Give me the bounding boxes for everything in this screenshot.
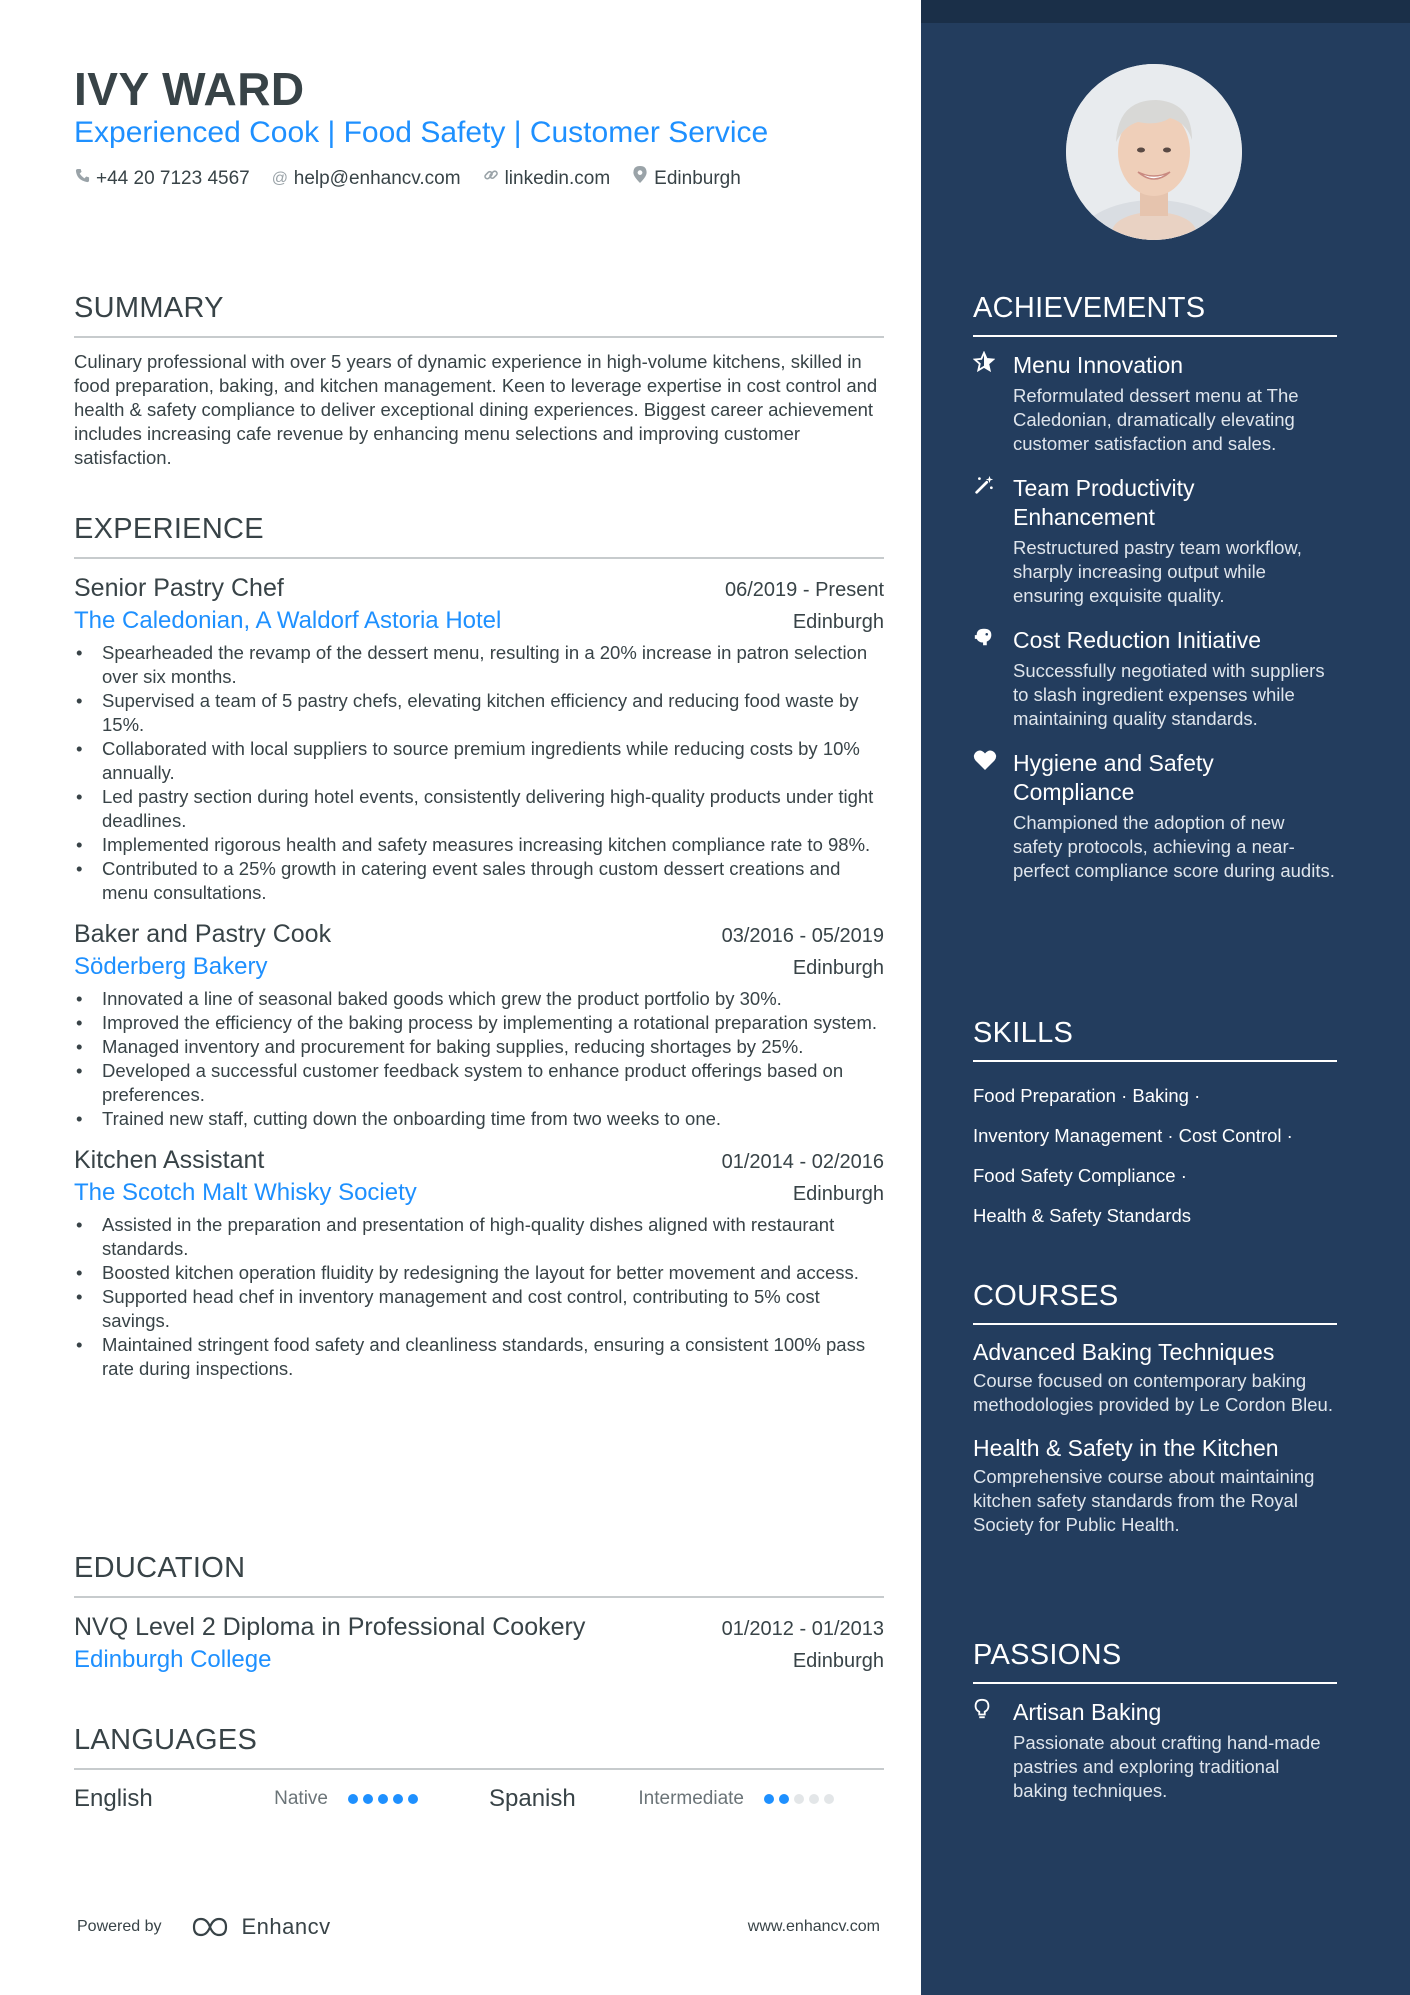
footer <box>77 1914 880 1940</box>
job-entry <box>74 1143 884 1381</box>
bullet-item: • Managed inventory and procurement for baking supplies, reducing shortages by 25%. <box>74 1035 884 1059</box>
course-title: Health & Safety in the Kitchen <box>973 1435 1279 1461</box>
bullet-item: • Implemented rigorous health and safety measures increasing kitchen compliance rate to 98%. <box>74 833 884 857</box>
headline: Experienced Cook | Food Safety | Customer Service <box>74 116 769 149</box>
skill-line: Inventory Management · Cost Control · <box>973 1125 1293 1146</box>
education-title: EDUCATION <box>74 1550 884 1598</box>
candidate-name: IVY WARD <box>74 63 305 115</box>
bullet-item: • Innovated a line of seasonal baked goods which grew the product portfolio by 30%. <box>74 987 884 1011</box>
proficiency-dot <box>408 1794 418 1804</box>
avatar <box>1066 64 1242 240</box>
proficiency-dot <box>779 1794 789 1804</box>
contact-linkedin[interactable] <box>483 166 611 191</box>
bullet-item: • Boosted kitchen operation fluidity by redesigning the layout for better movement and access. <box>74 1261 884 1285</box>
achievement-item <box>973 351 1337 456</box>
education-entry <box>74 1610 884 1676</box>
job-entry <box>74 571 884 905</box>
education-location: Edinburgh <box>792 1650 884 1672</box>
link-icon <box>483 167 499 191</box>
summary-title: SUMMARY <box>74 290 884 338</box>
contact-email[interactable] <box>272 166 461 191</box>
star-icon <box>973 351 1013 456</box>
achievement-item <box>973 749 1337 883</box>
courses-section <box>973 1278 1337 1537</box>
magic-wand-icon <box>973 474 1013 608</box>
achievement-item <box>973 626 1337 731</box>
achievements-title: ACHIEVEMENTS <box>973 290 1337 337</box>
proficiency-dot <box>764 1794 774 1804</box>
achievement-title: Team Productivity Enhancement <box>1013 475 1195 530</box>
job-date: 06/2019 - Present <box>725 579 884 601</box>
passion-desc: Passionate about crafting hand-made pastries and exploring traditional baking techniques. <box>1013 1732 1321 1801</box>
bullet-item: • Spearheaded the revamp of the dessert menu, resulting in a 20% increase in patron selection over six months. <box>74 641 884 689</box>
email-text: help@enhancv.com <box>293 167 461 189</box>
bullet-item: • Improved the efficiency of the baking process by implementing a rotational preparation system. <box>74 1011 884 1035</box>
powered-by-label: Powered by <box>77 1918 162 1935</box>
bullet-item: • Supervised a team of 5 pastry chefs, elevating kitchen efficiency and reducing food waste by 15%. <box>74 689 884 737</box>
course-desc: Comprehensive course about maintaining kitchen safety standards from the Royal Society for Public Health. <box>973 1466 1315 1535</box>
infinity-logo-icon <box>188 1915 232 1939</box>
brand-name: Enhancv <box>241 1914 331 1939</box>
education-date: 01/2012 - 01/2013 <box>721 1618 884 1640</box>
skills-section <box>973 1015 1337 1236</box>
achievement-desc: Restructured pastry team workflow, sharply increasing output while ensuring exquisite quality. <box>1013 537 1302 606</box>
phone-icon <box>74 167 90 191</box>
proficiency-dot <box>348 1794 358 1804</box>
job-location: Edinburgh <box>792 1183 884 1205</box>
skill-line: Food Safety Compliance · <box>973 1165 1187 1186</box>
powered-by <box>77 1914 331 1940</box>
bullet-item: • Supported head chef in inventory management and cost control, contributing to 5% cost savings. <box>74 1285 884 1333</box>
job-location: Edinburgh <box>792 611 884 633</box>
proficiency-dot <box>794 1794 804 1804</box>
proficiency-dot <box>809 1794 819 1804</box>
languages-section <box>74 1722 884 1814</box>
job-title: Senior Pastry Chef <box>74 574 284 602</box>
at-icon: @ <box>271 169 288 187</box>
proficiency-dot <box>393 1794 403 1804</box>
achievement-title: Cost Reduction Initiative <box>1013 627 1262 653</box>
course-title: Advanced Baking Techniques <box>973 1339 1275 1365</box>
language-name: Spanish <box>489 1785 576 1812</box>
skill-line: Food Preparation · Baking · <box>973 1085 1201 1106</box>
bullet-item: • Trained new staff, cutting down the onboarding time from two weeks to one. <box>74 1107 884 1131</box>
contact-location <box>632 166 741 191</box>
proficiency-dots <box>764 1794 834 1804</box>
enhancv-logo[interactable] <box>188 1914 331 1940</box>
job-company[interactable]: The Scotch Malt Whisky Society <box>74 1179 417 1206</box>
education-section <box>74 1550 884 1676</box>
location-text: Edinburgh <box>654 167 741 189</box>
job-bullets <box>74 1213 884 1381</box>
bullet-item: • Developed a successful customer feedback system to enhance product offerings based on preferences. <box>74 1059 884 1107</box>
achievements-section <box>973 290 1337 883</box>
job-title: Baker and Pastry Cook <box>74 920 332 948</box>
footer-website[interactable]: www.enhancv.com <box>747 1918 880 1935</box>
achievement-title: Hygiene and Safety Compliance <box>1013 750 1214 805</box>
achievement-item <box>973 474 1337 608</box>
contact-bar <box>74 166 741 191</box>
school-name[interactable]: Edinburgh College <box>74 1646 272 1673</box>
summary-text: Culinary professional with over 5 years of dynamic experience in high-volume kitchens, skilled in food preparation, baking, and kitchen management. Keen to leverage expertise in cost control and health & safety compliance to deliver exceptional dining experiences. Biggest career achievement includes increasing cafe revenue by enhancing menu selections and improving customer satisfaction. <box>74 351 878 468</box>
proficiency-dots <box>348 1794 418 1804</box>
job-location: Edinburgh <box>792 957 884 979</box>
heart-icon <box>973 749 1013 883</box>
achievement-desc: Reformulated dessert menu at The Caledonian, dramatically elevating customer satisfaction and sales. <box>1013 385 1299 454</box>
job-title: Kitchen Assistant <box>74 1146 265 1174</box>
degree-title: NVQ Level 2 Diploma in Professional Cookery <box>74 1613 586 1641</box>
job-bullets <box>74 987 884 1131</box>
passions-section <box>973 1637 1337 1803</box>
skills-list <box>973 1076 1337 1236</box>
piggy-bank-icon <box>973 626 1013 731</box>
language-level: Intermediate <box>638 1788 744 1809</box>
job-date: 03/2016 - 05/2019 <box>721 925 884 947</box>
course-desc: Course focused on contemporary baking methodologies provided by Le Cordon Bleu. <box>973 1370 1333 1415</box>
job-company[interactable]: Söderberg Bakery <box>74 953 268 980</box>
courses-title: COURSES <box>973 1278 1337 1325</box>
achievement-desc: Successfully negotiated with suppliers to slash ingredient expenses while maintaining quality standards. <box>1013 660 1325 729</box>
location-pin-icon <box>632 166 648 191</box>
contact-phone[interactable] <box>74 166 250 191</box>
experience-title: EXPERIENCE <box>74 511 884 559</box>
bullet-item: • Collaborated with local suppliers to source premium ingredients while reducing costs by 10% annually. <box>74 737 884 785</box>
language-level: Native <box>274 1788 328 1809</box>
bullet-item: • Led pastry section during hotel events, consistently delivering high-quality products under tight deadlines. <box>74 785 884 833</box>
languages-row <box>74 1784 884 1814</box>
passion-item <box>973 1698 1337 1803</box>
language-item <box>489 1785 884 1813</box>
bullet-item: • Contributed to a 25% growth in catering event sales through custom dessert creations and menu consultations. <box>74 857 884 905</box>
lightbulb-icon <box>973 1698 1013 1803</box>
experience-section <box>74 511 884 1381</box>
job-company[interactable]: The Caledonian, A Waldorf Astoria Hotel <box>74 607 502 634</box>
linkedin-text: linkedin.com <box>504 167 611 189</box>
bullet-item: • Maintained stringent food safety and cleanliness standards, ensuring a consistent 100% pass rate during inspections. <box>74 1333 884 1381</box>
passions-title: PASSIONS <box>973 1637 1337 1684</box>
bullet-item: • Assisted in the preparation and presentation of high-quality dishes aligned with restaurant standards. <box>74 1213 884 1261</box>
sidebar <box>921 0 1410 1995</box>
skills-title: SKILLS <box>973 1015 1337 1062</box>
phone-text: +44 20 7123 4567 <box>96 167 250 189</box>
sidebar-top-bar <box>921 0 1410 23</box>
skill-line: Health & Safety Standards <box>973 1205 1192 1226</box>
job-date: 01/2014 - 02/2016 <box>721 1151 884 1173</box>
proficiency-dot <box>363 1794 373 1804</box>
language-name: English <box>74 1785 153 1812</box>
language-item <box>74 1785 469 1813</box>
achievement-desc: Championed the adoption of new safety protocols, achieving a near-perfect compliance score during audits. <box>1013 812 1335 881</box>
proficiency-dot <box>824 1794 834 1804</box>
passion-title: Artisan Baking <box>1013 1699 1162 1725</box>
job-entry <box>74 917 884 1131</box>
proficiency-dot <box>378 1794 388 1804</box>
languages-title: LANGUAGES <box>74 1722 884 1770</box>
job-bullets <box>74 641 884 905</box>
summary-section <box>74 290 884 470</box>
achievement-title: Menu Innovation <box>1013 352 1184 378</box>
